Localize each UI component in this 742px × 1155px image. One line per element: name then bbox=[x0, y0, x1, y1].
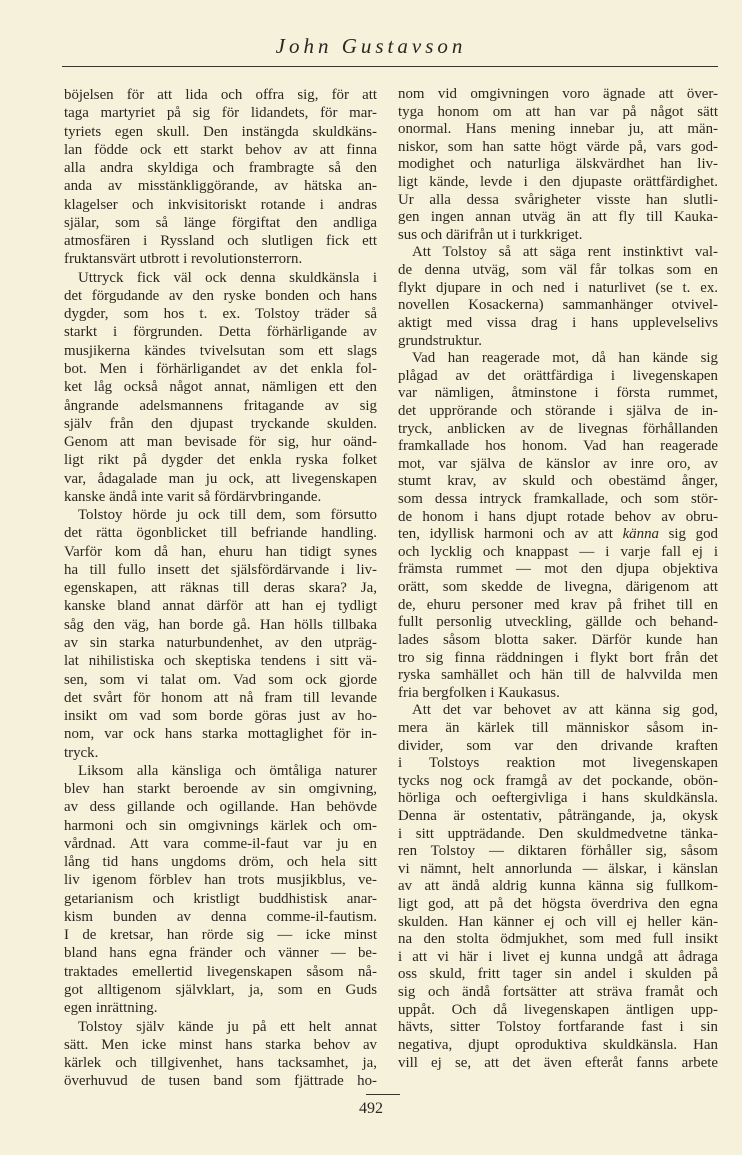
text-line: i att vi här i livet ej kunna undgå att ådraga bbox=[398, 948, 718, 965]
text-line: anda av misstänkliggörande, av hätska an- bbox=[64, 178, 377, 195]
text-line: fria bergfolken i Kaukasus. bbox=[398, 684, 560, 701]
text-line: det förgudande av den ryske bonden och hans bbox=[64, 287, 377, 304]
text-line: kärlek och tillgivenhet, hans tacksamhet, ja, bbox=[64, 1055, 377, 1072]
text-line: sätt. Men icke minst hans starka behov av bbox=[64, 1036, 377, 1053]
text-line: nom, var ock hans starka mottaglighet för in- bbox=[64, 726, 377, 743]
text-line: i Tolstoys reaktion mot livegenskapen bbox=[398, 755, 718, 772]
text-line: fruktansvärt utbrott i revolutionsterrorn. bbox=[64, 251, 303, 268]
text-line: främsta rummet — mot den djupa objektiva bbox=[398, 561, 718, 578]
right-column bbox=[398, 86, 718, 1072]
text-line: tyga honom om att han var på något sätt bbox=[398, 103, 718, 120]
text-line: gen ingen annan utväg än att fly till Kauka- bbox=[398, 209, 718, 226]
running-header: John Gustavson bbox=[275, 34, 467, 58]
paragraph bbox=[398, 244, 718, 350]
text-segment: ten, idyllisk harmoni och av att bbox=[398, 526, 623, 543]
text-line: traktades emellertid livegenskapen såsom nå- bbox=[64, 963, 377, 980]
text-line: sig och ändå fortsätter att sträva framåt och bbox=[398, 984, 718, 1001]
text-line: var nämligen, åtminstone i första rummet, bbox=[398, 385, 718, 402]
text-line: själar, som så länge förgiftat den andliga bbox=[64, 214, 377, 231]
text-line: ligt kände, levde i den djupaste orättfärdighet. bbox=[398, 174, 718, 191]
text-line: Liksom alla känsliga och ömtåliga naturer bbox=[78, 762, 377, 779]
text-line: egen inrättning. bbox=[64, 1000, 158, 1017]
text-line: harmoni och sin omgivnings kärlek och om- bbox=[64, 817, 377, 834]
text-line: ryska samhället och hän till de halvvilda men bbox=[398, 667, 718, 684]
text-line: na den stolta ödmjukhet, som med full insikt bbox=[398, 931, 718, 948]
text-line: mera än kärlek till människor såsom in- bbox=[398, 719, 718, 736]
text-line: lat nihilistiska och skeptiska tendens i sitt vä- bbox=[64, 653, 377, 670]
text-line: ångrande adelsmannens fritagande av sig bbox=[64, 397, 377, 414]
text-line: flykt djupare in och ned i naturlivet (se t. ex. bbox=[398, 279, 718, 296]
text-line: Att Tolstoy så att säga rent instinktivt val- bbox=[412, 244, 718, 261]
text-line: det svårt för honom att nå fram till levande bbox=[64, 689, 377, 706]
text-line: niskor, som han satte högt värde på, vars god- bbox=[398, 138, 718, 155]
text-line: Att det var behovet av att känna sig god, bbox=[412, 702, 718, 719]
paragraph bbox=[398, 702, 718, 1072]
text-line: lades såsom blotta saker. Därför kunde han bbox=[398, 631, 718, 648]
text-line: novellen Kosackerna) sammanhänger otvivel- bbox=[398, 297, 718, 314]
text-line: plågad av det orättfärdiga i livegenskapen bbox=[398, 367, 718, 384]
text-line: av dess gillande och ogillande. Han behövde bbox=[64, 799, 377, 816]
text-line: Ur alla dessa svårigheter visste han slutli- bbox=[398, 191, 718, 208]
text-line: blev han starkt beroende av sin omgivning, bbox=[64, 781, 377, 798]
text-line: klagelser och inkvisitoriskt rotande i andras bbox=[64, 196, 377, 213]
paragraph bbox=[64, 506, 377, 762]
text-line: Denna är ostentativ, påträngande, ja, okysk bbox=[398, 807, 718, 824]
text-line: getarianism och kristligt buddhistisk anar- bbox=[64, 890, 377, 907]
text-line: vårdnad. Att vara comme-il-faut var ju en bbox=[64, 835, 377, 852]
text-line: fullt personlig utveckling, gällde och behand- bbox=[398, 614, 718, 631]
text-line: musjikerna kändes tvivelsutan som ett slags bbox=[64, 342, 377, 359]
paragraph bbox=[64, 762, 377, 1018]
text-line: av sin starka naturbundenhet, av den utpräg- bbox=[64, 634, 377, 651]
text-line: kanske bland annat därför att han ej tydligt bbox=[64, 598, 377, 615]
text-line: starkt i förgrunden. Detta förhärligande av bbox=[64, 324, 377, 341]
text-line: de honom i hans djupt rotade behov av obru- bbox=[398, 508, 718, 525]
text-line: kism bunden av denna comme-il-fautism. bbox=[64, 908, 377, 925]
text-line: framkallade hos honom. Vad han reagerade bbox=[398, 438, 718, 455]
text-line: sus och därifrån ut i turkkriget. bbox=[398, 226, 583, 243]
text-line: var, ådagalade man ju ock, att livegenskapen bbox=[64, 470, 377, 487]
text-line: lan födde ock ett starkt behov av att finna bbox=[64, 141, 377, 158]
text-line: oss skuld, fritt tager sin andel i skulden på bbox=[398, 966, 718, 983]
text-line: modighet och naturliga älskvärdhet han liv- bbox=[398, 156, 718, 173]
text-line: nom vid omgivningen voro ägnade att över- bbox=[398, 86, 718, 102]
text-line: det upprörande och störande i själva de in- bbox=[398, 402, 718, 419]
text-line: taga martyriet på sig för lidandets, för mar- bbox=[64, 105, 377, 122]
text-line: divider, som var den drivande kraften bbox=[398, 737, 718, 754]
text-line: dygder, som hos t. ex. Tolstoy träder så bbox=[64, 306, 377, 323]
text-line: bot. Men i förhärligandet av det enkla fol- bbox=[64, 360, 377, 377]
text-line: ligt god, att på det högsta överdriva den egna bbox=[398, 896, 718, 913]
text-line: lång tid hans ungdoms dröm, och hela sitt bbox=[64, 854, 377, 871]
text-line: såg den väg, han borde gå. Han hölls tillbaka bbox=[64, 616, 377, 633]
text-line: orätt, som skedde de livegna, därigenom att bbox=[398, 579, 718, 596]
header-rule bbox=[62, 66, 718, 67]
paragraph bbox=[398, 86, 718, 244]
text-line: uppåt. Och då livegenskapen äntligen upp- bbox=[398, 1001, 718, 1018]
text-line: kanske ändå inte varit så fördärvbringande. bbox=[64, 488, 322, 505]
text-line: de denna utväg, som väl får tolkas som en bbox=[398, 262, 718, 279]
text-line: insikt om vad som borde göras just av ho- bbox=[64, 708, 377, 725]
text-line: ha till fullo insett det själsfördärvande i liv- bbox=[64, 561, 377, 578]
emphasized-word: känna bbox=[622, 526, 659, 543]
text-line: de, ehuru personer med krav på frihet till en bbox=[398, 596, 718, 613]
text-line: stumt krav, av skuld och obestämd ånger, bbox=[398, 473, 718, 490]
text-line: i sitt uppträdande. Den skuldmedvetne tänka- bbox=[398, 825, 718, 842]
text-line: aktigt med vissa drag i hans upplevelselivs bbox=[398, 314, 718, 331]
text-line: böjelsen för att lida och offra sig, för att bbox=[64, 87, 377, 103]
text-line: hörliga och oeftergivliga i hans skuldkänsla. bbox=[398, 790, 718, 807]
text-line: Varför kom då han, ehuru han tidigt synes bbox=[64, 543, 377, 560]
text-line: got alltigenom självklart, ja, som en Guds bbox=[64, 982, 377, 999]
text-line: liv igenom förblev han trots musjikblus, ve- bbox=[64, 872, 377, 889]
text-line: tryck, anblicken av de livegnas förhållanden bbox=[398, 420, 718, 437]
text-line: ket låg också något annat, nämligen ett den bbox=[64, 379, 377, 396]
text-line bbox=[398, 526, 718, 544]
text-line: vi nämnt, helt annorlunda — älskar, i känslan bbox=[398, 860, 718, 877]
text-line: Tolstoy hörde ju ock till dem, som försutto bbox=[78, 507, 377, 524]
text-line: vill ej se, att det även efteråt fanns arbete bbox=[398, 1054, 718, 1071]
text-line: och lycklig och knappast — i varje fall ej i bbox=[398, 543, 718, 560]
paragraph bbox=[64, 86, 377, 269]
text-line: tyriets egen skull. Den instängda skuldkäns- bbox=[64, 123, 377, 140]
left-column bbox=[64, 86, 377, 1091]
paragraph bbox=[64, 269, 377, 506]
text-line: själv från den djupast tryckande skulden. bbox=[64, 415, 377, 432]
text-line: ligt rikt på dygder det enkla ryska folket bbox=[64, 452, 377, 469]
paragraph bbox=[398, 350, 718, 702]
paragraph bbox=[64, 1018, 377, 1091]
text-line: som dessa intryck framkallade, och som stör- bbox=[398, 491, 718, 508]
text-line: tryck. bbox=[64, 744, 99, 761]
text-line: atmosfären i Ryssland och slutligen fick ett bbox=[64, 233, 377, 250]
text-line: Tolstoy själv kände ju på ett helt annat bbox=[78, 1018, 377, 1035]
page-number: 492 bbox=[359, 1100, 383, 1117]
text-segment: sig god bbox=[658, 526, 718, 543]
text-line: hävts, sitter Tolstoy fortfarande fast i sin bbox=[398, 1019, 718, 1036]
text-line: av att ändå aldrig kunna känna sig fullkom- bbox=[398, 878, 718, 895]
text-line: onormal. Hans mening innebar ju, att män- bbox=[398, 121, 718, 138]
page-number-rule bbox=[366, 1094, 400, 1095]
text-line: tro sig finna räddningen i flykt bort från det bbox=[398, 649, 718, 666]
text-line: det rätta ögonblicket till befriande handling. bbox=[64, 525, 377, 542]
text-line: egenskapen, att räknas till deras skara? Ja, bbox=[64, 580, 377, 597]
text-line: negativa, djupt oproduktiva skuldkänsla. Han bbox=[398, 1036, 718, 1053]
text-line: bland hans egna fränder och vänner — be- bbox=[64, 945, 377, 962]
text-line: I de kretsar, han rörde sig — icke minst bbox=[64, 927, 377, 944]
text-line: ren Tolstoy — diktaren förhåller sig, såsom bbox=[398, 843, 718, 860]
text-line: tycks nog ock framgå av det pockande, obön- bbox=[398, 772, 718, 789]
text-line: skulden. Han känner ej och vill ej heller kän- bbox=[398, 913, 718, 930]
text-line: sen, som vi talat om. Vad som ock gjorde bbox=[64, 671, 377, 688]
text-line: grundstruktur. bbox=[398, 332, 482, 349]
text-line: alla andra skyldiga och frambragte så den bbox=[64, 160, 377, 177]
text-line: mot, var själva de känslor av inre oro, av bbox=[398, 455, 718, 472]
text-line: överhuvud de tusen band som fjättrade ho- bbox=[64, 1073, 377, 1090]
text-line: Vad han reagerade mot, då han kände sig bbox=[412, 350, 718, 367]
text-line: Genom att man bevisade för sig, hur oänd- bbox=[64, 434, 377, 451]
text-line: Uttryck fick väl ock denna skuldkänsla i bbox=[78, 269, 377, 286]
